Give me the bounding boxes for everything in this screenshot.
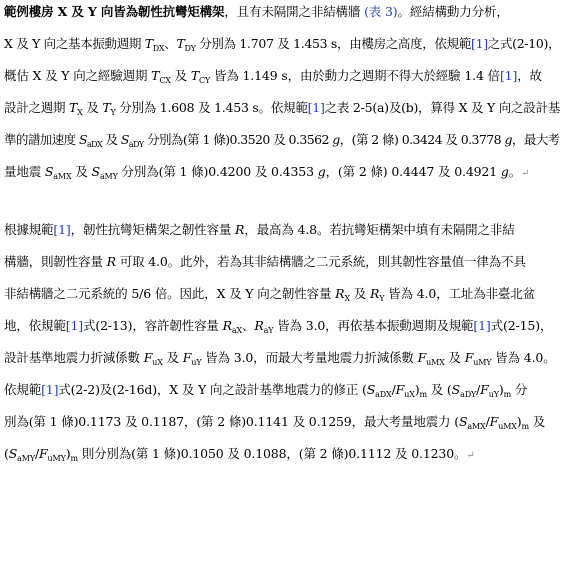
reference-link[interactable]: [1] [307, 100, 325, 115]
text-run: 非結構牆之二元系統的 5/6 倍。因此，X 及 Y 向之韌性容量 [4, 286, 336, 301]
text-run: ( [4, 446, 9, 461]
math-symbol: $F_{uMX}$ [417, 350, 445, 367]
text-run: 、 [242, 318, 255, 333]
reference-link[interactable]: [1] [53, 222, 71, 237]
math-symbol: $F_{uY}$ [480, 382, 499, 399]
math-symbol: $F_{uMX}$ [489, 414, 517, 431]
math-subscript: DX [152, 44, 165, 53]
math-symbol: $T_{CY}$ [190, 68, 211, 85]
math-symbol: g [500, 164, 509, 179]
math-subscript: aMX [467, 422, 486, 431]
text-run: 及 [162, 350, 183, 365]
math-subscript: aMY [17, 454, 35, 463]
text-line [4, 222, 515, 238]
text-run: / [34, 446, 40, 461]
math-subscript: Y [110, 108, 116, 117]
math-symbol: $F_{uMY}$ [464, 350, 492, 367]
math-subscript: m [521, 422, 529, 431]
text-run: 。 [508, 164, 522, 179]
text-line [4, 36, 560, 57]
text-run: ) [516, 414, 522, 429]
text-run: 準的譜加速度 [4, 132, 79, 147]
section-heading: 範例樓房 X 及 Y 向皆為韌性抗彎矩構架 [4, 4, 225, 19]
text-run: 分 [511, 382, 528, 397]
math-subscript: uX [152, 358, 163, 367]
text-line [4, 68, 542, 89]
text-run: 分別為 1.608 及 1.453 s。依規範 [115, 100, 308, 115]
text-run: ，(第 2 條) 0.4447 及 0.4921 [325, 164, 501, 179]
math-symbol: $F_{uY}$ [182, 350, 202, 367]
text-run: / [485, 414, 490, 429]
math-subscript: Y [379, 294, 385, 303]
math-symbol: g [317, 164, 326, 179]
text-run: 地，依規範 [4, 318, 66, 333]
text-run: ，最大考 [511, 132, 560, 147]
text-run: X 及 Y 向之基本振動週期 [4, 36, 145, 51]
text-line [4, 100, 560, 121]
text-line [4, 4, 509, 20]
text-run: 及 [170, 68, 191, 83]
math-subscript: aDY [128, 140, 144, 149]
math-symbol: $R_X$ [335, 286, 350, 303]
math-subscript: X [344, 294, 350, 303]
math-subscript: m [70, 454, 78, 463]
math-symbol: $F_{uX}$ [395, 382, 415, 399]
math-symbol: $S_{aMX}$ [458, 414, 486, 431]
text-run: / [476, 382, 481, 397]
math-subscript: aDX [86, 140, 103, 149]
math-subscript: uMX [498, 422, 517, 431]
text-run: 及 [528, 414, 546, 429]
text-line [4, 164, 529, 185]
text-line [4, 350, 556, 371]
reference-link[interactable]: [1] [41, 382, 59, 397]
math-symbol: $T_{CX}$ [151, 68, 171, 85]
text-run: 式(2-2)及(2-16d)，X 及 Y 向之設計基準地震力的修正 ( [58, 382, 367, 397]
text-run: ，(第 2 條) 0.3424 及 0.3778 [339, 132, 505, 147]
math-symbol: $S_{aMY}$ [91, 164, 118, 181]
math-symbol: $S_{aDX}$ [366, 382, 392, 399]
text-run: 分別為(第 1 條)0.3520 及 0.3562 [143, 132, 333, 147]
math-subscript: aMX [53, 172, 72, 181]
text-run: 之式(2-10)， [487, 36, 561, 51]
text-line [4, 286, 535, 307]
text-run: 及 [349, 286, 370, 301]
text-run: ) [414, 382, 420, 397]
math-subscript: aY [263, 326, 274, 335]
math-symbol: $R_Y$ [369, 286, 385, 303]
math-symbol: $S_{aMY}$ [8, 446, 35, 463]
math-symbol: R [235, 222, 245, 237]
math-symbol: $S_{aMX}$ [44, 164, 72, 181]
text-run: 式(2-15)， [490, 318, 553, 333]
text-run: 皆為 1.149 s，由於動力之週期不得大於經驗 1.4 倍 [210, 68, 500, 83]
text-run: 設計之週期 [4, 100, 70, 115]
math-subscript: CY [199, 76, 211, 85]
reference-link[interactable]: [1] [471, 36, 488, 51]
text-run: 別為(第 1 條)0.1173 及 0.1187，(第 2 條)0.1141 及 0.1259，最大考量地震力 ( [4, 414, 459, 429]
math-symbol: g [504, 132, 512, 147]
math-subscript: uX [404, 390, 415, 399]
text-run: 。經結構動力分析， [397, 4, 509, 19]
math-symbol: $F_{uX}$ [143, 350, 163, 367]
paragraph-mark: ↵ [466, 450, 475, 461]
math-subscript: aDY [460, 390, 477, 399]
math-subscript: uY [191, 358, 202, 367]
text-run: 構牆，則韌性容量 [4, 254, 107, 269]
text-run: ，且有未隔開之非結構牆 [224, 4, 365, 19]
text-line [4, 254, 526, 270]
text-run: 皆為 3.0，再依基本振動週期及規範 [273, 318, 474, 333]
reference-link[interactable]: (表 3) [364, 4, 398, 19]
math-symbol: g [332, 132, 340, 147]
math-subscript: uY [488, 390, 499, 399]
text-line [4, 318, 552, 339]
text-run: 、 [164, 36, 177, 51]
text-line [4, 132, 560, 153]
text-line [4, 414, 545, 435]
text-run: 根據規範 [4, 222, 54, 237]
text-run: 依規範 [4, 382, 42, 397]
text-run: 概估 X 及 Y 向之經驗週期 [4, 68, 152, 83]
math-symbol: $R_{aY}$ [254, 318, 274, 335]
text-run: 皆為 4.0，工址為非臺北盆 [384, 286, 535, 301]
text-run: / [391, 382, 396, 397]
reference-link[interactable]: [1] [65, 318, 84, 333]
math-subscript: CX [159, 76, 171, 85]
text-run: 分別為 1.707 及 1.453 s，由樓房之高度，依規範 [195, 36, 472, 51]
text-line [4, 382, 527, 403]
math-subscript: DY [184, 44, 196, 53]
math-subscript: X [77, 108, 83, 117]
text-run: ，韌性抗彎矩構架之韌性容量 [70, 222, 236, 237]
text-run: 量地震 [4, 164, 45, 179]
text-run: 式(2-13)，容許韌性容量 [83, 318, 223, 333]
reference-link[interactable]: [1] [499, 68, 518, 83]
math-subscript: uMY [473, 358, 492, 367]
math-subscript: uMX [426, 358, 445, 367]
text-run: 及 [82, 100, 103, 115]
math-symbol: $T_X$ [69, 100, 83, 117]
math-symbol: $T_{DX}$ [144, 36, 165, 53]
math-symbol: R [106, 254, 116, 269]
math-symbol: $T_{DY}$ [176, 36, 196, 53]
text-run: 可取 4.0。此外，若為其非結構牆之二元系統，則其韌性容量值一律為不具 [115, 254, 526, 269]
text-run: ，最高為 4.8。若抗彎矩構架中填有未隔開之非結 [244, 222, 515, 237]
text-run: ) [65, 446, 71, 461]
math-symbol: $F_{uMY}$ [39, 446, 66, 463]
text-run: 皆為 4.0。 [491, 350, 556, 365]
math-subscript: m [503, 390, 511, 399]
text-line [4, 446, 475, 467]
text-run: 及 [71, 164, 92, 179]
text-run: ，故 [517, 68, 542, 83]
reference-link[interactable]: [1] [473, 318, 491, 333]
text-run: 及 [102, 132, 121, 147]
math-subscript: m [419, 390, 427, 399]
paragraph-mark: ↵ [521, 168, 530, 179]
text-run: 之表 2-5(a)及(b)，算得 X 及 Y 向之設計基 [324, 100, 561, 115]
text-run: ) [498, 382, 504, 397]
math-symbol: $S_{aDY}$ [451, 382, 477, 399]
text-run: 皆為 3.0，而最大考量地震力折減係數 [201, 350, 418, 365]
text-run: 及 [444, 350, 465, 365]
math-symbol: $T_Y$ [102, 100, 116, 117]
math-subscript: uMY [47, 454, 66, 463]
text-run: 設計基準地震力折減係數 [4, 350, 144, 365]
text-run: 則分別為(第 1 條)0.1050 及 0.1088，(第 2 條)0.1112 及 0.1230。 [77, 446, 467, 461]
math-subscript: aMY [99, 172, 118, 181]
text-run: 分別為(第 1 條)0.4200 及 0.4353 [117, 164, 318, 179]
math-subscript: aDX [375, 390, 392, 399]
math-subscript: aX [231, 326, 243, 335]
math-symbol: $S_{aDY}$ [120, 132, 144, 149]
math-symbol: $S_{aDX}$ [78, 132, 103, 149]
text-run: 及 ( [426, 382, 452, 397]
math-symbol: $R_{aX}$ [222, 318, 243, 335]
